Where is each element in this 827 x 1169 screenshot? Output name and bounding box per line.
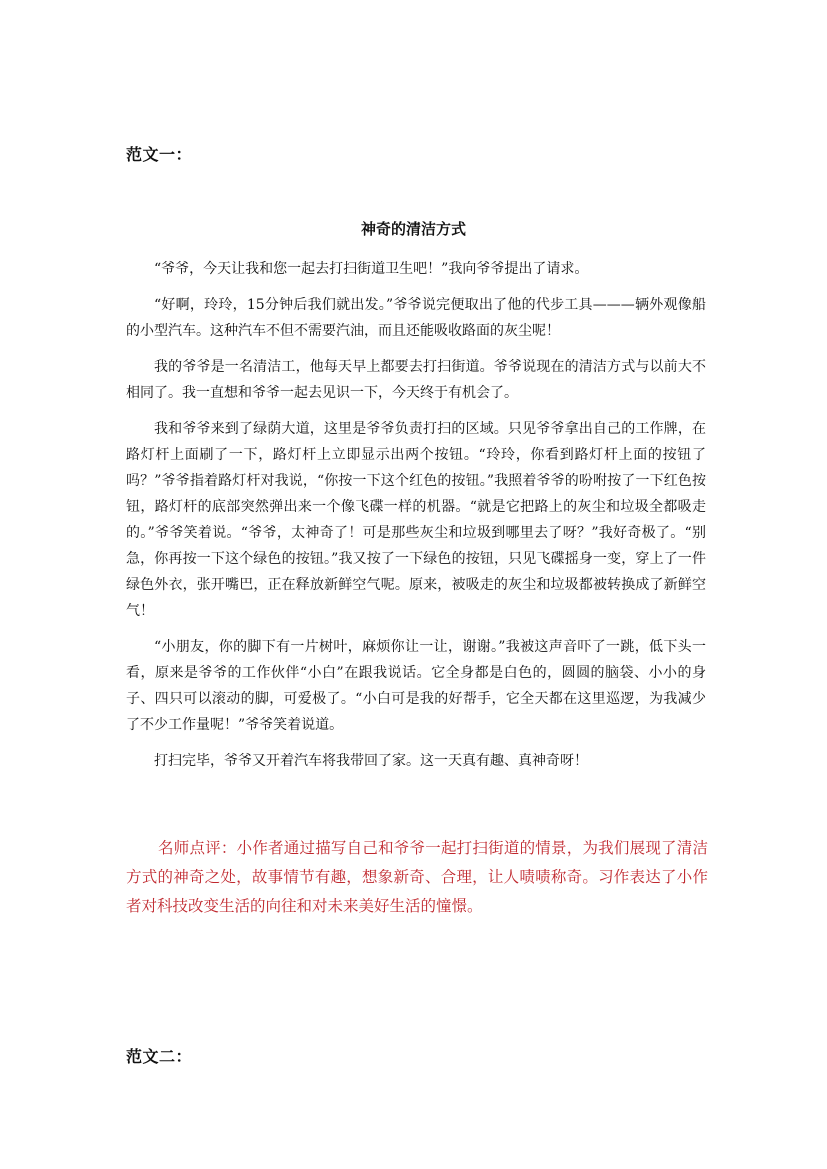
essay-paragraph: 我的爷爷是一名清洁工，他每天早上都要去打扫街道。爷爷说现在的清洁方式与以前大不相同了。我一直想和爷爷一起去见识一下，今天终于有机会了。 <box>126 359 706 401</box>
essay-paragraph: “好啊，玲玲，15分钟后我们就出发。”爷爷说完便取出了他的代步工具———辆外观像船的小型汽车。这种汽车不但不需要汽油，而且还能吸收路面的灰尘呢！ <box>126 297 706 339</box>
section-label-two: 范文二： <box>126 1047 193 1066</box>
essay-paragraph: 我和爷爷来到了绿荫大道，这里是爷爷负责打扫的区域。只见爷爷拿出自己的工作牌，在路灯杆上面刷了一下，路灯杆上立即显示出两个按钮。“玲玲，你看到路灯杆上面的按钮了吗？”爷爷指着路灯杆对我说，“你按一下这个红色的按钮。”我照着爷爷的吩咐按了一下红色按钮，路灯杆的底部突然弹出来一个像飞碟一样的机器。“就是它把路上的灰尘和垃圾全都吸走的。”爷爷笑着说。“爷爷，太神奇了！可是那些灰尘和垃圾到哪里去了呀？”我好奇极了。“别急，你再按一下这个绿色的按钮。”我又按了一下绿色的按钮，只见飞碟摇身一变，穿上了一件绿色外衣，张开嘴巴，正在释放新鲜空气呢。原来，被吸走的灰尘和垃圾都被转换成了新鲜空气！ <box>126 421 706 619</box>
teacher-comment: 名师点评：小作者通过描写自己和爷爷一起打扫街道的情景，为我们展现了清洁方式的神奇之处，故事情节有趣，想象新奇、合理，让人啧啧称奇。习作表达了小作者对科技改变生活的向往和对未来美好生活的憧憬。 <box>126 839 708 915</box>
essay-paragraph: “爷爷，今天让我和您一起去打扫街道卫生吧！”我向爷爷提出了请求。 <box>154 261 589 277</box>
essay-paragraph: “小朋友，你的脚下有一片树叶，麻烦你让一让，谢谢。”我被这声音吓了一跳，低下头一看，原来是爷爷的工作伙伴“小白”在跟我说话。它全身都是白色的，圆圆的脑袋、小小的身子、四只可以滚动的脚，可爱极了。“小白可是我的好帮手，它全天都在这里巡逻，为我减少了不少工作量呢！”爷爷笑着说道。 <box>126 639 706 733</box>
essay-paragraph: 打扫完毕，爷爷又开着汽车将我带回了家。这一天真有趣、真神奇呀！ <box>154 753 588 769</box>
essay-body <box>126 256 706 784</box>
essay-title: 神奇的清洁方式 <box>360 220 466 238</box>
section-label-one: 范文一： <box>126 145 193 164</box>
